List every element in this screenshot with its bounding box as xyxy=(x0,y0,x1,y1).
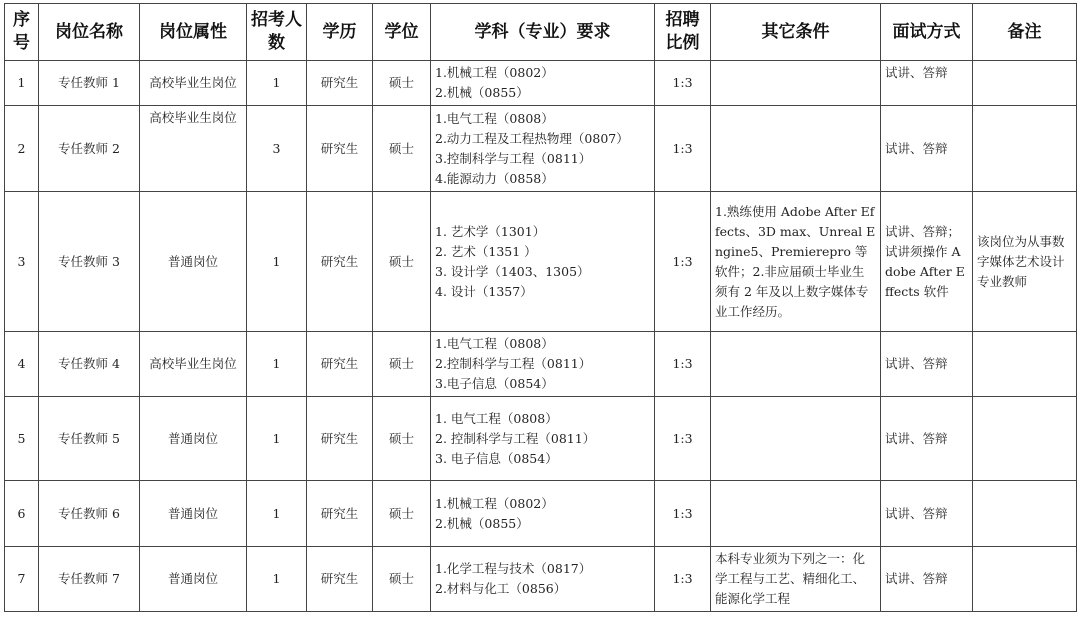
cell-no: 5 xyxy=(5,397,39,481)
cell-ratio: 1:3 xyxy=(655,547,711,612)
cell-degree: 硕士 xyxy=(373,397,431,481)
cell-interview: 试讲、答辩 xyxy=(881,106,973,192)
cell-other xyxy=(711,61,881,106)
cell-degree: 硕士 xyxy=(373,192,431,332)
cell-edu: 研究生 xyxy=(307,481,373,547)
cell-name: 专任教师 6 xyxy=(39,481,140,547)
cell-interview: 试讲、答辩 xyxy=(881,61,973,106)
cell-majors xyxy=(431,106,655,192)
cell-majors xyxy=(431,192,655,332)
cell-name: 专任教师 5 xyxy=(39,397,140,481)
cell-count: 1 xyxy=(247,481,307,547)
header-count: 招考人数 xyxy=(247,4,307,61)
major-item: 1. 艺术学（1301） xyxy=(435,223,546,239)
cell-attr xyxy=(140,61,247,106)
table-row xyxy=(5,106,1077,192)
cell-attr xyxy=(140,481,247,547)
cell-note xyxy=(973,192,1077,332)
header-name: 岗位名称 xyxy=(39,4,140,61)
cell-interview: 试讲、答辩 xyxy=(881,481,973,547)
cell-edu: 研究生 xyxy=(307,332,373,397)
cell-degree: 硕士 xyxy=(373,547,431,612)
major-item: 1.电气工程（0808） xyxy=(435,336,554,351)
cell-ratio: 1:3 xyxy=(655,106,711,192)
header-majors: 学科（专业）要求 xyxy=(431,4,655,61)
major-item: 2.材料与化工（0856） xyxy=(435,581,567,596)
cell-edu: 研究生 xyxy=(307,397,373,481)
cell-attr xyxy=(140,332,247,397)
header-degree: 学位 xyxy=(373,4,431,61)
cell-note xyxy=(973,397,1077,481)
attr-text: 普通岗位 xyxy=(167,505,218,521)
cell-attr xyxy=(140,192,247,332)
cell-majors xyxy=(431,397,655,481)
cell-count: 1 xyxy=(247,332,307,397)
cell-edu: 研究生 xyxy=(307,61,373,106)
table-row xyxy=(5,547,1077,612)
cell-count: 1 xyxy=(247,547,307,612)
attr-text: 普通岗位 xyxy=(167,571,218,586)
cell-note xyxy=(973,547,1077,612)
cell-other xyxy=(711,106,881,192)
cell-count: 1 xyxy=(247,192,307,332)
note-text: 该岗位为从事数字媒体艺术设计专业教师 xyxy=(977,233,1065,289)
cell-interview: 试讲、答辩 xyxy=(881,332,973,397)
table-row xyxy=(5,61,1077,106)
cell-interview xyxy=(881,192,973,332)
header-no: 序号 xyxy=(5,4,39,61)
header-ratio: 招聘比例 xyxy=(655,4,711,61)
cell-majors xyxy=(431,61,655,106)
major-item: 1.机械工程（0802） xyxy=(435,495,554,511)
cell-count: 3 xyxy=(247,106,307,192)
major-item: 2.动力工程及工程热物理（0807） xyxy=(435,130,629,146)
major-item: 3.控制科学与工程（0811） xyxy=(435,150,592,166)
cell-ratio: 1:3 xyxy=(655,332,711,397)
attr-text: 普通岗位 xyxy=(167,253,218,269)
table-row xyxy=(5,332,1077,397)
cell-degree: 硕士 xyxy=(373,481,431,547)
attr-text: 高校毕业生岗位 xyxy=(149,110,237,125)
cell-name: 专任教师 1 xyxy=(39,61,140,106)
cell-note xyxy=(973,106,1077,192)
cell-no: 1 xyxy=(5,61,39,106)
cell-name: 专任教师 2 xyxy=(39,106,140,192)
major-item: 3. 设计学（1403、1305） xyxy=(435,263,590,279)
cell-other xyxy=(711,332,881,397)
major-item: 4.能源动力（0858） xyxy=(435,170,554,186)
header-interview: 面试方式 xyxy=(881,4,973,61)
cell-majors xyxy=(431,332,655,397)
cell-interview: 试讲、答辩 xyxy=(881,547,973,612)
cell-note xyxy=(973,61,1077,106)
recruitment-table xyxy=(4,3,1077,612)
header-other: 其它条件 xyxy=(711,4,881,61)
cell-no: 6 xyxy=(5,481,39,547)
cell-no: 2 xyxy=(5,106,39,192)
major-item: 4. 设计（1357） xyxy=(435,283,533,299)
cell-name: 专任教师 7 xyxy=(39,547,140,612)
major-item: 1.化学工程与技术（0817） xyxy=(435,561,592,576)
cell-count: 1 xyxy=(247,61,307,106)
cell-attr xyxy=(140,547,247,612)
major-item: 2.机械（0855） xyxy=(435,85,529,100)
cell-attr xyxy=(140,397,247,481)
other-text: 1.熟练使用 Adobe After Effects、3D max、Unreal Engine5、Premierepro 等软件；2.非应届硕士毕业生须有 2 年及以上数字媒体专业工作经历。 xyxy=(715,203,876,319)
header-attr: 岗位属性 xyxy=(140,4,247,61)
cell-other xyxy=(711,547,881,612)
cell-attr xyxy=(140,106,247,192)
major-item: 1. 电气工程（0808） xyxy=(435,410,558,426)
cell-count: 1 xyxy=(247,397,307,481)
cell-name: 专任教师 4 xyxy=(39,332,140,397)
table-row xyxy=(5,397,1077,481)
other-text: 本科专业须为下列之一：化学工程与工艺、精细化工、能源化学工程 xyxy=(715,551,866,606)
cell-other xyxy=(711,481,881,547)
major-item: 1.电气工程（0808） xyxy=(435,110,554,126)
major-item: 3.电子信息（0854） xyxy=(435,376,554,391)
header-row xyxy=(5,4,1077,61)
cell-degree: 硕士 xyxy=(373,61,431,106)
table-row xyxy=(5,481,1077,547)
cell-no: 7 xyxy=(5,547,39,612)
cell-majors xyxy=(431,547,655,612)
major-item: 3. 电子信息（0854） xyxy=(435,450,558,466)
header-edu: 学历 xyxy=(307,4,373,61)
major-item: 2.机械（0855） xyxy=(435,515,529,531)
cell-edu: 研究生 xyxy=(307,192,373,332)
cell-ratio: 1:3 xyxy=(655,397,711,481)
cell-no: 4 xyxy=(5,332,39,397)
header-note: 备注 xyxy=(973,4,1077,61)
cell-note xyxy=(973,332,1077,397)
attr-text: 高校毕业生岗位 xyxy=(149,75,237,90)
cell-majors xyxy=(431,481,655,547)
cell-no: 3 xyxy=(5,192,39,332)
major-item: 1.机械工程（0802） xyxy=(435,65,554,80)
major-item: 2. 控制科学与工程（0811） xyxy=(435,430,596,446)
cell-ratio: 1:3 xyxy=(655,481,711,547)
attr-text: 普通岗位 xyxy=(167,430,218,446)
cell-note xyxy=(973,481,1077,547)
cell-degree: 硕士 xyxy=(373,106,431,192)
cell-name: 专任教师 3 xyxy=(39,192,140,332)
interview-text: 试讲、答辩；试讲须操作 Adobe After Effects 软件 xyxy=(885,223,965,299)
cell-other xyxy=(711,192,881,332)
cell-ratio: 1:3 xyxy=(655,192,711,332)
cell-edu: 研究生 xyxy=(307,547,373,612)
attr-text: 高校毕业生岗位 xyxy=(149,356,237,371)
table-row xyxy=(5,192,1077,332)
cell-interview: 试讲、答辩 xyxy=(881,397,973,481)
cell-ratio: 1:3 xyxy=(655,61,711,106)
major-item: 2. 艺术（1351 ） xyxy=(435,243,537,259)
cell-edu: 研究生 xyxy=(307,106,373,192)
major-item: 2.控制科学与工程（0811） xyxy=(435,356,592,371)
cell-other xyxy=(711,397,881,481)
cell-degree: 硕士 xyxy=(373,332,431,397)
